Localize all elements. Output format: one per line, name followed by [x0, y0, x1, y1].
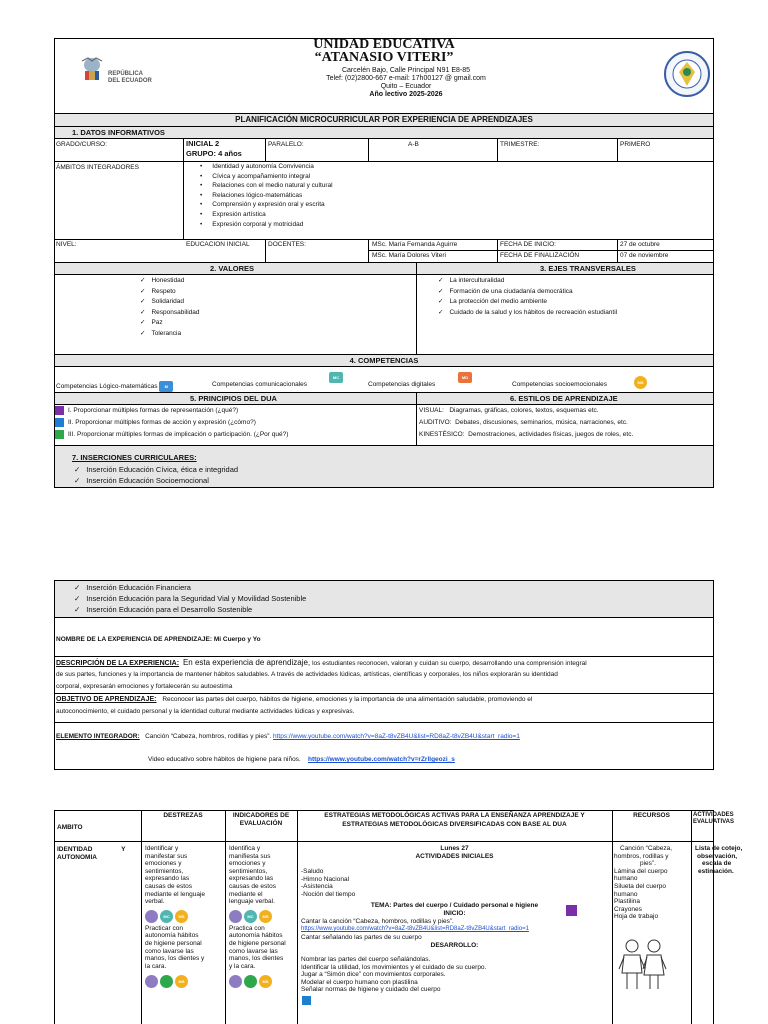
dua-purple-marker	[55, 406, 64, 415]
actividades-iniciales: ACTIVIDADES INICIALES	[415, 853, 494, 860]
dua-item-3: III. Proporcionar múltiples formas de implicación o participación. (¿Por qué?)	[68, 431, 289, 438]
indicador-line: causas de estos	[229, 882, 276, 890]
inicio-label: FECHA DE INICIO:	[500, 241, 556, 248]
competency-icon: MC	[244, 910, 257, 923]
experiencia-descripcion-3: corporal, expresarán emociones y fortalecerán su autoestima	[56, 683, 233, 690]
tema: TEMA: Partes del cuerpo / Cuidado personal e higiene	[370, 902, 539, 909]
header-estrategias-1: ESTRATEGIAS METODOLÓGICAS ACTIVAS PARA LA ENSEÑANZA APRENDIZAJE Y	[324, 812, 585, 819]
valor-item: ✓ Responsabilidad	[140, 309, 200, 317]
evaluativa-line: estimación.	[698, 867, 734, 875]
valor-item: ✓ Tolerancia	[140, 330, 200, 338]
destreza-line: verbal.	[145, 898, 165, 906]
header-ambito: AMBITO	[57, 824, 83, 831]
destreza-line: autonomía hábitos	[145, 932, 199, 940]
dua-green-marker	[55, 430, 64, 439]
ambito-item: • Relaciones con el medio natural y cultural	[200, 182, 333, 190]
competencia-comunicacional: Competencias comunicacionales	[212, 381, 308, 388]
school-name-2: “ATANASIO VITERI”	[314, 50, 454, 65]
video-educativo: Video educativo sobre hábitos de higiene para niños. https://www.youtube.com/watch?v=rZrllgeozi_s	[148, 756, 455, 763]
dua-blue-marker	[302, 996, 311, 1005]
docentes-label: DOCENTES:	[268, 241, 306, 248]
destreza-line: causas de estos	[145, 882, 192, 890]
indicador-line: y la cara.	[229, 962, 256, 970]
estilos-heading: 6. ESTILOS DE APRENDIZAJE	[510, 394, 618, 403]
header-destrezas: DESTREZAS	[163, 812, 203, 819]
indicador-line: autonomía hábitos	[229, 932, 283, 940]
competencias-heading: 4. COMPETENCIAS	[349, 356, 419, 365]
nivel-value: EDUCACION INICIAL	[186, 241, 250, 248]
inicial-item: -Saludo	[301, 868, 324, 875]
objetivo-2: autoconocimiento, el cuidado personal y la identidad cultural mediante actividades lúdicas y expresivas.	[56, 708, 355, 715]
desarrollo-item: Nombrar las partes del cuerpo señalándolas.	[301, 956, 431, 963]
children-outline-icon	[618, 937, 668, 993]
inicial-item: -Asistencia	[301, 883, 333, 891]
competencia-socioemocional: Competencias socioemocionales	[512, 381, 608, 388]
destreza-line: la cara.	[145, 962, 167, 970]
inicial-item: -Noción del tiempo	[301, 890, 356, 898]
valores-heading: 2. VALORES	[210, 264, 255, 273]
school-seal-icon	[663, 50, 711, 98]
school-phone: Telef: (02)2800-667 e-mail: 17h00127 @ gmail.com	[326, 75, 486, 82]
grupo-value: GRUPO: 4 años	[186, 149, 242, 158]
destrezas-list	[145, 845, 205, 987]
ambito-value: IDENTIDAD Y AUTONOMIA	[57, 846, 127, 861]
inicio-text: Cantar la canción “Cabeza, hombros, rodillas y pies”.	[301, 918, 454, 925]
destreza-line: Practicar con	[145, 924, 183, 932]
school-year: Año lectivo 2025-2026	[369, 91, 443, 98]
indicador-line: manifiesta sus	[229, 852, 271, 860]
indicador-line: lenguaje verbal.	[229, 898, 275, 906]
objetivo-1: OBJETIVO DE APRENDIZAJE: Reconocer las partes del cuerpo, hábitos de higiene, emociones y la importancia de una alimentación saludable, promoviendo el	[56, 696, 533, 703]
video-link[interactable]: https://www.youtube.com/watch?v=rZrllgeozi_s	[307, 756, 455, 763]
valor-item: ✓ Respeto	[140, 288, 200, 296]
destreza-line: manifestar sus	[145, 852, 188, 860]
inicio-text-2: Cantar señalando las partes de su cuerpo	[301, 934, 422, 941]
paralelo-value: A-B	[408, 141, 419, 148]
competency-icon: MS	[259, 975, 272, 988]
recurso-line: Plastilina	[614, 898, 641, 906]
dua-purple-marker	[566, 905, 577, 916]
fin-label: FECHA DE FINALIZACIÓN	[500, 252, 580, 259]
competency-icon	[145, 910, 158, 923]
indicador-line: de higiene personal	[229, 939, 286, 947]
digital-icon: MD	[458, 372, 472, 383]
competencia-logico: Competencias Lógico-matemáticas M	[56, 381, 173, 392]
destreza-line: manos, los dientes y	[145, 955, 205, 963]
trimestre-value: PRIMERO	[620, 141, 651, 148]
inicio-value: 27 de octubre	[620, 241, 660, 248]
logico-matematica-icon: M	[159, 381, 173, 392]
indicador-line: mediante el	[229, 890, 263, 898]
competency-icon: MC	[160, 910, 173, 923]
destreza-line: como lavarse las	[145, 947, 194, 955]
dia: Lunes 27	[440, 845, 469, 852]
recurso-line: Canción “Cabeza,	[620, 845, 673, 852]
evaluativas-list	[692, 845, 743, 875]
elemento-link[interactable]: https://www.youtube.com/watch?v=8aZ-t8vZB4U&list=RD8aZ-t8vZB4U&start_radio=1	[273, 733, 520, 740]
destreza-line: expresando las	[145, 875, 190, 883]
indicador-line: Practica con	[229, 924, 265, 932]
valor-item: ✓ Solidaridad	[140, 298, 200, 306]
docente-2: MSc. María Dolores Viteri	[372, 252, 446, 259]
dua-blue-marker	[55, 418, 64, 427]
competency-icon: MS	[175, 975, 188, 988]
inserciones-heading: 7. INSERCIONES CURRICULARES:	[72, 453, 197, 462]
dua-heading: 5. PRINCIPIOS DEL DUA	[190, 394, 277, 403]
destreza-line: sentimientos,	[145, 867, 184, 875]
indicador-line: emociones y	[229, 860, 266, 868]
competency-icon: MS	[175, 910, 188, 923]
trimestre-label: TRIMESTRE:	[500, 141, 540, 148]
docente-1: MSc. María Fernanda Aguirre	[372, 241, 458, 248]
desarrollo-item: Jugar a “Simón dice” con movimientos corporales.	[301, 971, 446, 979]
competency-icon	[160, 975, 173, 988]
ambito-item: • Comprensión y expresión oral y escrita	[200, 201, 333, 209]
school-city: Quito – Ecuador	[380, 83, 432, 90]
insercion-item: ✓ Inserción Educación Cívica, ética e integridad	[74, 466, 238, 474]
iniciales-list	[301, 868, 355, 898]
desarrollo-item: Señalar normas de higiene y cuidado del cuerpo	[301, 986, 441, 994]
indicador-line: expresando las	[229, 875, 274, 883]
recursos-list	[614, 845, 672, 921]
evaluativa-line: escala de	[702, 860, 732, 868]
recurso-line: Crayones	[614, 905, 642, 913]
ambito-item: • Expresión artística	[200, 211, 333, 219]
header-recursos: RECURSOS	[633, 812, 670, 819]
indicador-line: Identifica y	[229, 845, 261, 852]
experiencia-nombre: NOMBRE DE LA EXPERIENCIA DE APRENDIZAJE: Mi Cuerpo y Yo	[56, 636, 261, 643]
plan-title: PLANIFICACIÓN MICROCURRICULAR POR EXPERIENCIA DE APRENDIZAJES	[235, 115, 533, 124]
destreza-line: emociones y	[145, 860, 182, 868]
recurso-line: humano	[614, 890, 638, 898]
grado-label: GRADO/CURSO:	[56, 141, 107, 148]
competency-icon	[229, 975, 242, 988]
eje-item: ✓ La interculturalidad	[438, 277, 617, 285]
paralelo-label: PARALELO:	[268, 141, 304, 148]
fin-value: 07 de noviembre	[620, 252, 669, 259]
comunicacional-icon: MC	[329, 372, 343, 383]
logo-left-text1: REPÚBLICA	[108, 71, 144, 77]
inicio: INICIO:	[443, 910, 466, 917]
ambito-item: • Expresión corporal y motricidad	[200, 221, 333, 229]
estilo-kinestesico: KINESTÉSICO: Demostraciones, actividades físicas, juegos de roles, etc.	[419, 431, 634, 438]
desarrollo-list	[301, 956, 486, 994]
experiencia-descripcion-1: DESCRIPCIÓN DE LA EXPERIENCIA: En esta experiencia de aprendizaje, los estudiantes reconocen, valoran y cuidan su cuerpo, desarrollando una comprensión integral	[56, 658, 587, 667]
evaluativa-line: Lista de cotejo,	[695, 845, 743, 852]
ambitos-list	[200, 163, 333, 228]
valores-list	[140, 277, 200, 338]
header-actividades: ACTIVIDADES EVALUATIVAS	[693, 812, 735, 825]
inicio-link[interactable]: https://www.youtube.com/watch?v=8aZ-t8vZB4U&list=RD8aZ-t8vZB4U&start_radio=1	[301, 926, 529, 932]
nivel-label: NIVEL:	[56, 241, 77, 248]
eje-item: ✓ La protección del medio ambiente	[438, 298, 617, 306]
competency-icon	[244, 975, 257, 988]
competency-icon	[145, 975, 158, 988]
estilo-visual: VISUAL: Diagramas, gráficas, colores, textos, esquemas etc.	[419, 407, 599, 414]
dua-item-2: II. Proporcionar múltiples formas de acción y expresión (¿cómo?)	[68, 419, 256, 426]
insercion-item: ✓ Inserción Educación Financiera	[74, 584, 191, 592]
elemento-integrador: ELEMENTO INTEGRADOR: Canción “Cabeza, hombros, rodillas y pies”. https://www.youtube.com/watch?v=8aZ-t8vZB4U&list=RD8aZ-t8vZB4U&start_radio=1	[56, 733, 520, 740]
destreza-line: de higiene personal	[145, 939, 202, 947]
eje-item: ✓ Formación de una ciudadanía democrática	[438, 288, 617, 296]
socioemocional-icon: MS	[634, 376, 647, 389]
ambito-item: • Relaciones lógico-matemáticas	[200, 192, 333, 200]
experiencia-descripcion-2: de sus partes, funciones y la importancia de mantener hábitos saludables. A través de actividades lúdicas, artísticas, científicas y corporales, los niños explorarán su identidad	[56, 671, 558, 678]
evaluativa-line: observación,	[697, 852, 738, 860]
ejes-list	[438, 277, 617, 316]
ambito-item: • Identidad y autonomía Convivencia	[200, 163, 333, 171]
recurso-line: hombros, rodillas y	[614, 852, 669, 860]
logo-left-text2: DEL ECUADOR	[108, 78, 152, 84]
insercion-item: ✓ Inserción Educación para el Desarrollo Sostenible	[74, 606, 252, 614]
ambito-item: • Cívica y acompañamiento integral	[200, 173, 333, 181]
valor-item: ✓ Paz	[140, 319, 200, 327]
recurso-line: humano	[614, 875, 638, 883]
recurso-line: Silueta del cuerpo	[614, 882, 667, 890]
recurso-line: pies”.	[640, 860, 656, 868]
indicadores-list	[229, 845, 286, 987]
destreza-line: mediante el lenguaje	[145, 890, 205, 898]
school-name: UNIDAD EDUCATIVA	[313, 37, 455, 52]
recurso-line: Hoja de trabajo	[614, 913, 659, 921]
ambitos-label: ÁMBITOS INTEGRADORES	[56, 164, 139, 171]
recurso-line: Lámina del cuerpo	[614, 867, 668, 875]
header-estrategias-2: ESTRATEGIAS METODOLÓGICAS DIVERSIFICADAS CON BASE AL DUA	[342, 821, 567, 828]
header-indicadores: INDICADORES DE EVALUACIÓN	[232, 812, 290, 827]
dua-item-1: I. Proporcionar múltiples formas de representación (¿qué?)	[68, 407, 239, 414]
valor-item: ✓ Honestidad	[140, 277, 200, 285]
school-address: Carcelén Bajo, Calle Principal N91 E8-85	[341, 67, 470, 74]
indicador-line: como lavarse las	[229, 947, 278, 955]
insercion-item: ✓ Inserción Educación para la Seguridad Vial y Movilidad Sostenible	[74, 595, 306, 603]
competency-icon	[229, 910, 242, 923]
destreza-line: Identificar y	[145, 845, 179, 852]
eje-item: ✓ Cuidado de la salud y los hábitos de recreación estudiantil	[438, 309, 617, 317]
grado-value: INICIAL 2	[186, 139, 220, 148]
insercion-item: ✓ Inserción Educación Socioemocional	[74, 477, 209, 485]
ejes-heading: 3. EJES TRANSVERSALES	[540, 264, 636, 273]
desarrollo-item: Modelar el cuerpo humano con plastilina	[301, 978, 418, 986]
competencia-digital: Competencias digitales	[368, 381, 436, 388]
indicador-line: sentimientos,	[229, 867, 268, 875]
estilo-auditivo: AUDITIVO: Debates, discusiones, seminarios, música, narraciones, etc.	[419, 419, 628, 426]
desarrollo: DESARROLLO:	[430, 942, 479, 949]
inicial-item: -Himno Nacional	[301, 875, 350, 883]
indicador-line: manos, los dientes	[229, 955, 284, 963]
datos-heading: 1. DATOS INFORMATIVOS	[72, 128, 165, 137]
desarrollo-item: Identificar la utilidad, los movimientos y el cuidado de su cuerpo.	[301, 963, 487, 971]
competency-icon: MS	[259, 910, 272, 923]
